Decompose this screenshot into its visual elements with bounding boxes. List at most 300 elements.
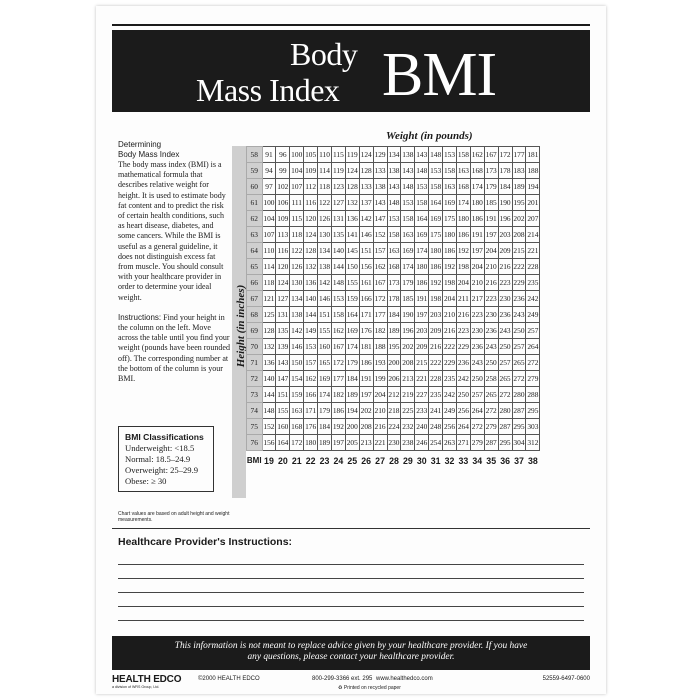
weight-cell: 138 <box>290 307 304 323</box>
intro-text: The body mass index (BMI) is a mathematical formula that describes relative weight for height. It is used to estimate body fat content and to predict the risk of certain health conditions, such as heart disease, diabetes, and some cancers. While the BMI is useful as a general guideline, it does not distinguish excess fat from muscle. You should consult with your healthcare provider in order to determine your ideal weight. <box>118 160 226 302</box>
weight-cell: 177 <box>512 147 526 163</box>
weight-cell: 212 <box>387 387 401 403</box>
weight-cell: 243 <box>470 355 484 371</box>
weight-cell: 190 <box>401 307 415 323</box>
weight-cell: 186 <box>331 403 345 419</box>
weight-cell: 186 <box>470 211 484 227</box>
writing-line <box>118 592 584 593</box>
weight-cell: 201 <box>526 195 540 211</box>
weight-cell: 189 <box>345 387 359 403</box>
weight-cell: 133 <box>359 179 373 195</box>
weight-cell: 222 <box>443 339 457 355</box>
bmi-value: 21 <box>291 455 302 466</box>
weight-cell: 215 <box>512 243 526 259</box>
weight-cell: 184 <box>387 307 401 323</box>
weight-cell: 143 <box>387 179 401 195</box>
weight-cell: 142 <box>318 275 332 291</box>
weight-cell: 157 <box>304 355 318 371</box>
bmi-value: 25 <box>347 455 358 466</box>
weight-cell: 169 <box>429 211 443 227</box>
weight-axis-label: Weight (in pounds) <box>386 130 473 142</box>
weight-cell: 287 <box>484 435 498 451</box>
weight-cell: 153 <box>429 163 443 179</box>
weight-cell: 199 <box>373 371 387 387</box>
weight-cell: 138 <box>373 179 387 195</box>
disclaimer-line1: This information is not meant to replace advice given by your healthcare provider. If you have <box>174 641 528 651</box>
weight-cell: 97 <box>262 179 276 195</box>
weight-cell: 176 <box>359 323 373 339</box>
disclaimer-banner <box>112 636 590 670</box>
table-row <box>247 163 540 179</box>
weight-cell: 128 <box>359 163 373 179</box>
weight-cell: 175 <box>443 211 457 227</box>
weight-cell: 146 <box>359 227 373 243</box>
weight-cell: 272 <box>526 355 540 371</box>
height-cell: 71 <box>247 355 263 371</box>
weight-cell: 155 <box>318 323 332 339</box>
weight-cell: 230 <box>470 323 484 339</box>
weight-cell: 128 <box>304 243 318 259</box>
weight-cell: 229 <box>456 339 470 355</box>
weight-cell: 202 <box>359 403 373 419</box>
weight-cell: 143 <box>276 355 290 371</box>
weight-cell: 110 <box>318 147 332 163</box>
weight-cell: 205 <box>345 435 359 451</box>
description-column <box>118 140 232 384</box>
weight-cell: 140 <box>331 243 345 259</box>
weight-cell: 204 <box>373 387 387 403</box>
weight-cell: 153 <box>443 147 457 163</box>
weight-cell: 160 <box>318 339 332 355</box>
weight-cell: 210 <box>443 307 457 323</box>
weight-cell: 127 <box>331 195 345 211</box>
table-row <box>247 323 540 339</box>
weight-cell: 197 <box>470 243 484 259</box>
weight-cell: 186 <box>415 275 429 291</box>
weight-cell: 191 <box>484 211 498 227</box>
bmi-value: 38 <box>527 455 538 466</box>
bmi-chart-page <box>96 6 606 694</box>
table-row <box>247 435 540 451</box>
weight-cell: 129 <box>373 147 387 163</box>
weight-cell: 145 <box>345 243 359 259</box>
weight-cell: 203 <box>498 227 512 243</box>
weight-cell: 107 <box>290 179 304 195</box>
weight-cell: 122 <box>290 243 304 259</box>
weight-cell: 200 <box>387 355 401 371</box>
weight-cell: 124 <box>276 275 290 291</box>
section-title-line2: Body Mass Index <box>118 150 180 159</box>
weight-cell: 204 <box>443 291 457 307</box>
weight-cell: 126 <box>290 259 304 275</box>
weight-cell: 115 <box>290 211 304 227</box>
weight-cell: 158 <box>331 307 345 323</box>
weight-cell: 146 <box>318 291 332 307</box>
weight-cell: 115 <box>331 147 345 163</box>
table-row <box>247 243 540 259</box>
height-axis-text: Height (in inches) <box>235 284 247 368</box>
weight-cell: 203 <box>415 323 429 339</box>
weight-cell: 243 <box>512 307 526 323</box>
weight-cell: 223 <box>484 291 498 307</box>
weight-cell: 236 <box>456 355 470 371</box>
weight-cell: 208 <box>401 355 415 371</box>
weight-cell: 158 <box>401 211 415 227</box>
weight-cell: 185 <box>401 291 415 307</box>
weight-cell: 130 <box>290 275 304 291</box>
weight-cell: 202 <box>401 339 415 355</box>
title-body: Body <box>290 36 358 72</box>
weight-cell: 148 <box>415 163 429 179</box>
weight-cell: 264 <box>470 403 484 419</box>
weight-cell: 191 <box>470 227 484 243</box>
weight-cell: 144 <box>331 259 345 275</box>
weight-cell: 257 <box>498 355 512 371</box>
height-cell: 63 <box>247 227 263 243</box>
weight-cell: 179 <box>345 355 359 371</box>
weight-cell: 223 <box>456 323 470 339</box>
weight-cell: 197 <box>415 307 429 323</box>
weight-cell: 178 <box>387 291 401 307</box>
weight-cell: 149 <box>304 323 318 339</box>
weight-cell: 185 <box>484 195 498 211</box>
weight-cell: 228 <box>526 259 540 275</box>
weight-cell: 242 <box>443 387 457 403</box>
weight-cell: 207 <box>526 211 540 227</box>
weight-cell: 188 <box>373 339 387 355</box>
weight-cell: 113 <box>276 227 290 243</box>
weight-cell: 140 <box>262 371 276 387</box>
weight-cell: 147 <box>276 371 290 387</box>
weight-cell: 272 <box>470 419 484 435</box>
weight-cell: 194 <box>526 179 540 195</box>
weight-cell: 174 <box>345 339 359 355</box>
bmi-value: 31 <box>430 455 441 466</box>
weight-cell: 168 <box>470 163 484 179</box>
weight-cell: 131 <box>331 211 345 227</box>
weight-cell: 110 <box>262 243 276 259</box>
bmi-value: 34 <box>472 455 483 466</box>
weight-cell: 134 <box>387 147 401 163</box>
weight-cell: 180 <box>304 435 318 451</box>
weight-cell: 257 <box>470 387 484 403</box>
weight-cell: 180 <box>470 195 484 211</box>
height-cell: 74 <box>247 403 263 419</box>
weight-cell: 120 <box>276 259 290 275</box>
writing-line <box>118 620 584 621</box>
chart-note: Chart values are based on adult height and weight measurements. <box>118 511 230 523</box>
weight-cell: 158 <box>387 227 401 243</box>
weight-cell: 104 <box>262 211 276 227</box>
weight-cell: 152 <box>262 419 276 435</box>
weight-cell: 155 <box>276 403 290 419</box>
bmi-value: 28 <box>389 455 399 466</box>
weight-cell: 223 <box>498 275 512 291</box>
weight-cell: 180 <box>443 227 457 243</box>
weight-cell: 221 <box>526 243 540 259</box>
weight-cell: 181 <box>526 147 540 163</box>
weight-cell: 167 <box>373 275 387 291</box>
weight-cell: 241 <box>429 403 443 419</box>
weight-cell: 210 <box>484 259 498 275</box>
writing-line <box>118 564 584 565</box>
table-row <box>247 403 540 419</box>
weight-cell: 225 <box>401 403 415 419</box>
weight-cell: 144 <box>304 307 318 323</box>
weight-cell: 213 <box>359 435 373 451</box>
weight-cell: 235 <box>526 275 540 291</box>
weight-cell: 168 <box>290 419 304 435</box>
weight-cell: 186 <box>429 259 443 275</box>
weight-cell: 174 <box>470 179 484 195</box>
weight-cell: 173 <box>387 275 401 291</box>
height-cell: 68 <box>247 307 263 323</box>
weight-cell: 182 <box>331 387 345 403</box>
weight-cell: 111 <box>290 195 304 211</box>
weight-cell: 166 <box>304 387 318 403</box>
weight-cell: 232 <box>401 419 415 435</box>
weight-cell: 218 <box>387 403 401 419</box>
writing-line <box>118 578 584 579</box>
weight-cell: 210 <box>470 275 484 291</box>
bmi-row <box>247 451 540 471</box>
weight-cell: 204 <box>456 275 470 291</box>
height-cell: 73 <box>247 387 263 403</box>
weight-cell: 211 <box>456 291 470 307</box>
weight-cell: 119 <box>345 147 359 163</box>
weight-cell: 164 <box>415 211 429 227</box>
weight-cell: 280 <box>498 403 512 419</box>
weight-cell: 164 <box>429 195 443 211</box>
weight-cell: 173 <box>484 163 498 179</box>
weight-cell: 195 <box>512 195 526 211</box>
weight-cell: 148 <box>387 195 401 211</box>
recycle-icon: ♻ <box>338 685 343 691</box>
weight-cell: 280 <box>512 387 526 403</box>
classifications-title: BMI Classifications <box>125 432 204 442</box>
weight-cell: 163 <box>443 179 457 195</box>
weight-cell: 153 <box>387 211 401 227</box>
table-row <box>247 355 540 371</box>
bmi-table <box>246 146 540 471</box>
weight-cell: 136 <box>262 355 276 371</box>
weight-cell: 195 <box>387 339 401 355</box>
weight-cell: 150 <box>345 259 359 275</box>
weight-cell: 130 <box>318 227 332 243</box>
weight-cell: 179 <box>401 275 415 291</box>
instructions-title: Instructions: <box>118 312 162 322</box>
weight-cell: 148 <box>331 275 345 291</box>
bmi-value: 26 <box>361 455 372 466</box>
weight-cell: 156 <box>262 435 276 451</box>
weight-cell: 248 <box>429 419 443 435</box>
class-underweight: Underweight: <18.5 <box>125 443 195 453</box>
weight-cell: 175 <box>429 227 443 243</box>
bmi-classifications-box <box>118 426 214 492</box>
weight-cell: 221 <box>415 371 429 387</box>
weight-cell: 192 <box>331 419 345 435</box>
weight-cell: 242 <box>526 291 540 307</box>
provider-instructions-title: Healthcare Provider's Instructions: <box>118 536 293 548</box>
weight-cell: 169 <box>318 371 332 387</box>
weight-cell: 132 <box>304 259 318 275</box>
weight-cell: 169 <box>345 323 359 339</box>
weight-cell: 148 <box>429 147 443 163</box>
height-cell: 58 <box>247 147 263 163</box>
weight-cell: 229 <box>512 275 526 291</box>
weight-cell: 192 <box>456 243 470 259</box>
table-row <box>247 291 540 307</box>
weight-cell: 295 <box>526 403 540 419</box>
weight-cell: 158 <box>429 179 443 195</box>
weight-cell: 158 <box>415 195 429 211</box>
weight-cell: 155 <box>345 275 359 291</box>
weight-cell: 272 <box>498 387 512 403</box>
weight-cell: 209 <box>429 323 443 339</box>
weight-cell: 163 <box>456 163 470 179</box>
weight-cell: 141 <box>345 227 359 243</box>
weight-cell: 210 <box>373 403 387 419</box>
weight-cell: 121 <box>262 291 276 307</box>
weight-cell: 174 <box>401 259 415 275</box>
weight-cell: 135 <box>276 323 290 339</box>
weight-cell: 114 <box>262 259 276 275</box>
weight-cell: 151 <box>276 387 290 403</box>
table-row <box>247 387 540 403</box>
weight-cell: 240 <box>415 419 429 435</box>
weight-cell: 136 <box>304 275 318 291</box>
weight-cell: 196 <box>401 323 415 339</box>
copyright: ©2000 HEALTH EDCO <box>198 676 260 682</box>
weight-cell: 194 <box>345 403 359 419</box>
weight-cell: 264 <box>456 419 470 435</box>
weight-cell: 215 <box>415 355 429 371</box>
weight-cell: 171 <box>359 307 373 323</box>
weight-cell: 246 <box>415 435 429 451</box>
phone-number: 800-299-3366 ext. 295 <box>312 676 373 682</box>
weight-cell: 190 <box>498 195 512 211</box>
weight-cell: 191 <box>359 371 373 387</box>
weight-cell: 227 <box>415 387 429 403</box>
weight-cell: 169 <box>415 227 429 243</box>
weight-cell: 216 <box>373 419 387 435</box>
weight-cell: 263 <box>443 435 457 451</box>
weight-cell: 206 <box>387 371 401 387</box>
weight-cell: 114 <box>318 163 332 179</box>
weight-cell: 157 <box>373 243 387 259</box>
section-title-line1: Determining <box>118 140 162 149</box>
weight-cell: 192 <box>429 275 443 291</box>
weight-cell: 143 <box>415 147 429 163</box>
weight-cell: 186 <box>359 355 373 371</box>
weight-cell: 198 <box>456 259 470 275</box>
height-cell: 66 <box>247 275 263 291</box>
weight-cell: 102 <box>276 179 290 195</box>
weight-cell: 152 <box>373 227 387 243</box>
table-row <box>247 307 540 323</box>
weight-cell: 235 <box>443 371 457 387</box>
weight-cell: 224 <box>387 419 401 435</box>
weight-cell: 279 <box>470 435 484 451</box>
weight-cell: 140 <box>304 291 318 307</box>
weight-cell: 142 <box>290 323 304 339</box>
weight-cell: 250 <box>498 339 512 355</box>
weight-cell: 118 <box>262 275 276 291</box>
weight-cell: 91 <box>262 147 276 163</box>
weight-cell: 143 <box>401 163 415 179</box>
bmi-grid <box>246 146 540 471</box>
weight-cell: 229 <box>443 355 457 371</box>
height-cell: 59 <box>247 163 263 179</box>
weight-cell: 182 <box>373 323 387 339</box>
weight-cell: 153 <box>401 195 415 211</box>
weight-cell: 161 <box>359 275 373 291</box>
table-row <box>247 195 540 211</box>
weight-cell: 216 <box>443 323 457 339</box>
weight-cell: 178 <box>498 163 512 179</box>
weight-cell: 168 <box>456 179 470 195</box>
weight-cell: 228 <box>429 371 443 387</box>
weight-cell: 230 <box>484 307 498 323</box>
height-cell: 60 <box>247 179 263 195</box>
table-row <box>247 147 540 163</box>
weight-cell: 257 <box>526 323 540 339</box>
weight-cell: 119 <box>331 163 345 179</box>
header-rule <box>112 24 590 26</box>
weight-cell: 118 <box>290 227 304 243</box>
weight-cell: 287 <box>498 419 512 435</box>
height-cell: 64 <box>247 243 263 259</box>
weight-cell: 304 <box>512 435 526 451</box>
weight-cell: 197 <box>331 435 345 451</box>
weight-cell: 238 <box>401 435 415 451</box>
bmi-label: BMI <box>246 456 262 466</box>
weight-cell: 164 <box>276 435 290 451</box>
weight-cell: 217 <box>470 291 484 307</box>
weight-cell: 271 <box>456 435 470 451</box>
weight-cell: 279 <box>484 419 498 435</box>
weight-cell: 159 <box>345 291 359 307</box>
website: www.healthedco.com <box>376 676 433 682</box>
weight-cell: 295 <box>498 435 512 451</box>
weight-cell: 236 <box>470 339 484 355</box>
weight-cell: 258 <box>484 371 498 387</box>
bmi-value: 37 <box>514 455 524 466</box>
weight-cell: 200 <box>345 419 359 435</box>
weight-cell: 209 <box>415 339 429 355</box>
weight-cell: 186 <box>443 243 457 259</box>
weight-cell: 265 <box>484 387 498 403</box>
weight-cell: 142 <box>359 211 373 227</box>
weight-cell: 169 <box>443 195 457 211</box>
weight-cell: 116 <box>276 243 290 259</box>
bmi-value: 36 <box>500 455 510 466</box>
weight-cell: 138 <box>401 147 415 163</box>
height-cell: 75 <box>247 419 263 435</box>
weight-cell: 116 <box>304 195 318 211</box>
height-cell: 72 <box>247 371 263 387</box>
weight-cell: 154 <box>290 371 304 387</box>
title-bmi: BMI <box>382 41 497 109</box>
table-row <box>247 211 540 227</box>
weight-cell: 165 <box>318 355 332 371</box>
weight-cell: 192 <box>443 259 457 275</box>
weight-cell: 188 <box>526 163 540 179</box>
weight-cell: 159 <box>290 387 304 403</box>
weight-cell: 242 <box>456 371 470 387</box>
weight-cell: 174 <box>415 243 429 259</box>
weight-cell: 131 <box>276 307 290 323</box>
